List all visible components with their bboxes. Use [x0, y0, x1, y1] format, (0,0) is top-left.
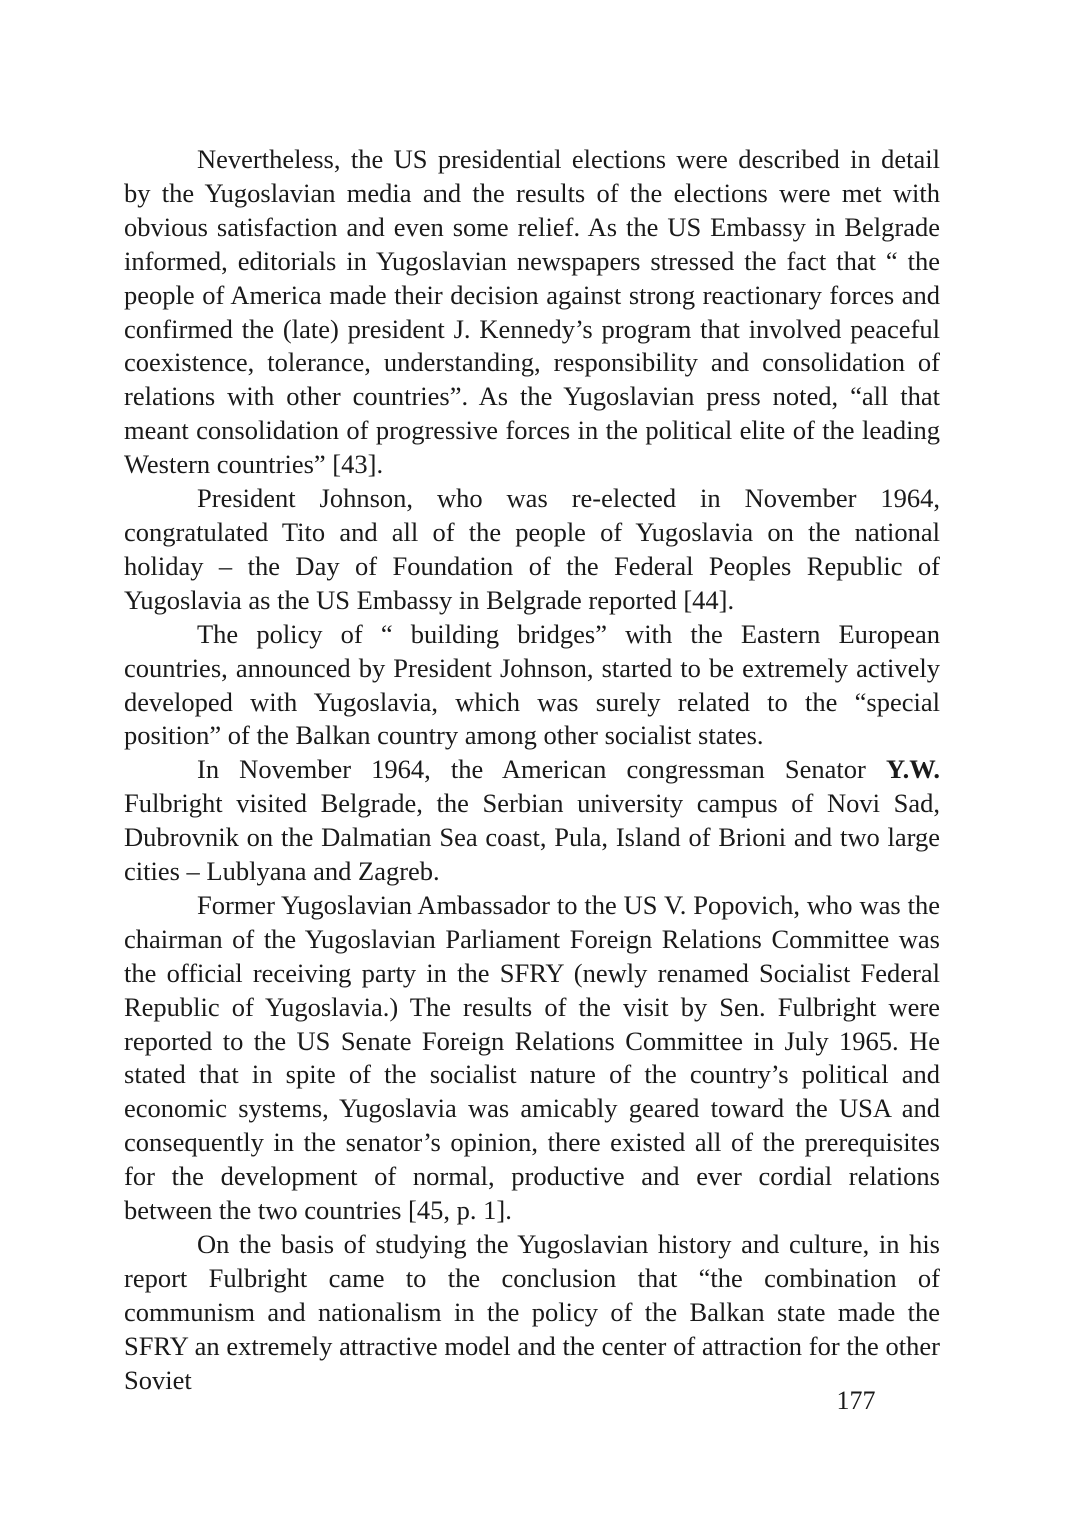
paragraph-4-text-before: In November 1964, the American congressman Senator [197, 754, 886, 785]
paragraph-2: President Johnson, who was re-elected in November 1964, congratulated Tito and all of the people of Yugoslavia on the national holiday – the Day of Foundation of the Federal Peoples Republic of Yugoslavia as the US Embassy in Belgrade reported [44]. [124, 483, 940, 615]
paragraph-1: Nevertheless, the US presidential elections were described in detail by the Yugoslavian media and the results of the elections were met with obvious satisfaction and even some relief. As the US Embassy in Belgrade informed, editorials in Yugoslavian newspapers stressed the fact that “ the people of America made their decision against strong reactionary forces and confirmed the (late) president J. Kennedy’s program that involved peaceful coexistence, tolerance, understanding, responsibility and consolidation of relations with other countries”. As the Yugoslavian press noted, “all that meant consolidation of progressive forces in the political elite of the leading Western countries” [43]. [124, 144, 940, 480]
paragraph-3: The policy of “ building bridges” with the Eastern European countries, announced by President Johnson, started to be extremely actively developed with Yugoslavia, which was surely related to the “special position” of the Balkan country among other socialist states. [124, 618, 940, 751]
paragraph-4-text-after: Fulbright visited Belgrade, the Serbian university campus of Novi Sad, Dubrovnik on the Dalmatian Sea coast, Pula, Island of Brioni and two large cities – Lublyana and Zagreb. [124, 788, 940, 887]
paragraph-4-bold-initials: Y.W. [885, 754, 940, 785]
paragraph-4 [124, 753, 940, 889]
paragraph-5: Former Yugoslavian Ambassador to the US V. Popovich, who was the chairman of the Yugoslavian Parliament Foreign Relations Committee was the official receiving party in the SFRY (newly renamed Socialist Federal Republic of Yugoslavia.) The results of the visit by Sen. Fulbright were reported to the US Senate Foreign Relations Committee in July 1965. He stated that in spite of the socialist nature of the country’s political and economic systems, Yugoslavia was amicably geared toward the USA and consequently in the senator’s opinion, there existed all of the prerequisites for the development of normal, productive and ever cordial relations between the two countries [45, p. 1]. [124, 889, 940, 1226]
paragraph-6: On the basis of studying the Yugoslavian history and culture, in his report Fulbright came to the conclusion that “the combination of communism and nationalism in the policy of the Balkan state made the SFRY an extremely attractive model and the center of attraction for the other Soviet [124, 1229, 940, 1395]
page-number: 177 [836, 1386, 876, 1415]
page-body [124, 143, 940, 1398]
